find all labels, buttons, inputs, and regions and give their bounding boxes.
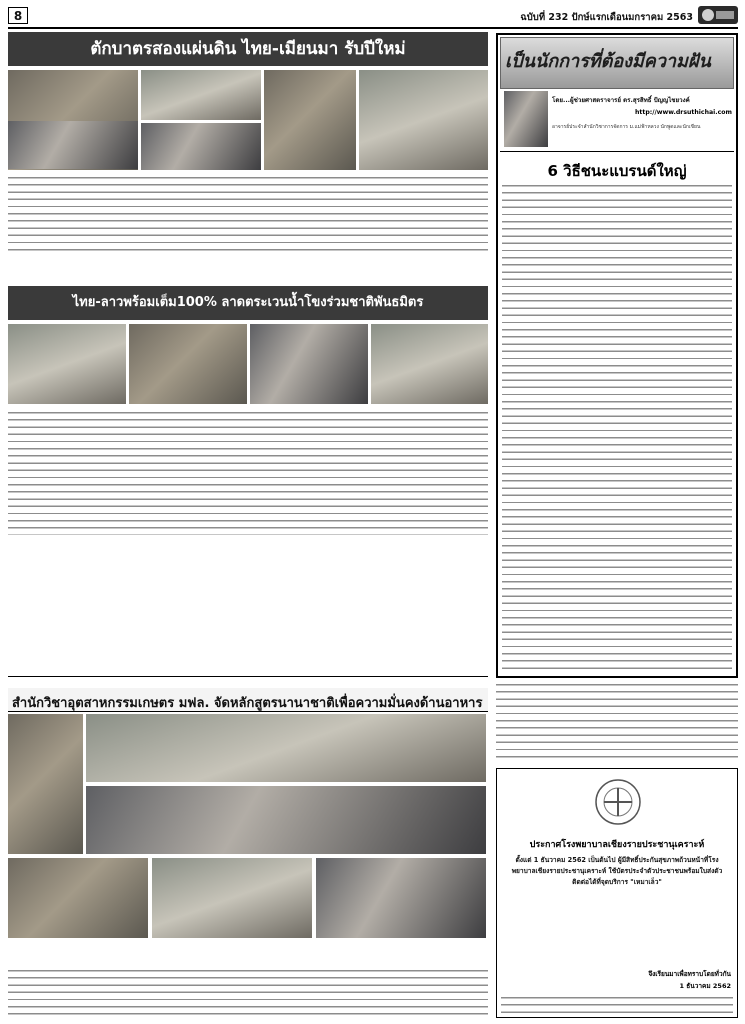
masthead-logo: [698, 6, 738, 24]
article3-photo-1: [8, 714, 83, 854]
article2-headline-banner: [8, 286, 488, 320]
logo-mark-icon: [698, 6, 738, 24]
column-author: โดย...ผู้ช่วยศาสตราจารย์ ดร.สุรสิทธิ์ ปัญญไชยวงค์: [552, 97, 690, 104]
article2-headline: ไทย-ลาวพร้อมเต็ม100% ลาดตระเวนน้ำโขงร่วมชาติพันธมิตร: [72, 295, 424, 310]
article3-headline: สำนักวิชาอุตสาหกรรมเกษตร มฟล. จัดหลักสูตรนานาชาติเพื่อความมั่นคงด้านอาหาร: [12, 696, 483, 711]
page-header: [8, 6, 738, 26]
article1-photo-bottom: [141, 123, 261, 170]
article1-photo-topright: [141, 70, 261, 120]
article1-photo-midleft: [8, 121, 138, 169]
article2-photo-3: [250, 324, 368, 404]
header-rule: [8, 27, 738, 29]
column-title-banner: [500, 37, 734, 89]
notice-body: ตั้งแต่ 1 ธันวาคม 2562 เป็นต้นไป ผู้มีสิทธิ์ประกันสุขภาพถ้วนหน้าที่โรงพยาบาลเชียงรายประชานุเคราะห์ ใช้บัตรประจำตัวประชาชนพร้อมใบส่งตัว ติดต่อได้ที่จุดบริการ "เหมาเล็ว": [511, 856, 723, 886]
issue-info: ฉบับที่ 232 ปักษ์แรกเดือนมกราคม 2563: [520, 12, 693, 23]
notice-date: 1 ธันวาคม 2562: [679, 982, 731, 990]
notice-title: ประกาศโรงพยาบาลเชียงรายประชานุเคราะห์: [529, 840, 705, 850]
article3-photo-4: [152, 858, 312, 938]
article3-headline-box: [8, 688, 488, 712]
article1-body-text: [8, 175, 488, 255]
article3-body-text: [8, 968, 488, 1018]
page-number: 8: [13, 9, 23, 23]
column-affiliation: อาจารย์ประจำสำนักวิชาการจัดการ ม.แม่ฟ้าหลวง นักพูดและนักเขียน: [552, 124, 701, 130]
article3-top-rule: [8, 676, 488, 677]
article1-headline-banner: [8, 32, 488, 66]
article1-photo-right: [359, 70, 488, 170]
article2-photo-1: [8, 324, 126, 404]
article1-photo-center: [264, 70, 356, 170]
page-number-box: [8, 7, 28, 24]
article2-photo-2: [129, 324, 247, 404]
notice-footer-text: [501, 995, 733, 1015]
article2-photo-4: [371, 324, 488, 404]
article3-photo-5: [316, 858, 486, 938]
hospital-logo: [588, 777, 648, 827]
article1-headline: ตักบาตรสองแผ่นดิน ไทย-เมียนมา รับปีใหม่: [90, 39, 406, 59]
notice-signoff: จึงเรียนมาเพื่อทราบโดยทั่วกัน: [648, 970, 731, 978]
article3-photo-2: [86, 786, 486, 854]
column-title: เป็นนักการที่ต้องมีความฝัน: [505, 51, 711, 72]
column-url[interactable]: http://www.drsuthichai.com: [635, 109, 732, 116]
column-author-rule: [500, 151, 734, 152]
author-portrait: [504, 91, 548, 147]
article2-body-text: [8, 410, 488, 535]
column-headline: 6 วิธีชนะแบรนด์ใหญ่: [547, 162, 687, 180]
column-body-text: [502, 183, 732, 673]
column-box: [496, 33, 738, 678]
article3-photo-group: [86, 714, 486, 782]
hospital-notice: [496, 768, 738, 1018]
hospital-emblem-icon: [588, 777, 648, 827]
article3-photo-3: [8, 858, 148, 938]
article3-continued-text: [496, 682, 738, 762]
